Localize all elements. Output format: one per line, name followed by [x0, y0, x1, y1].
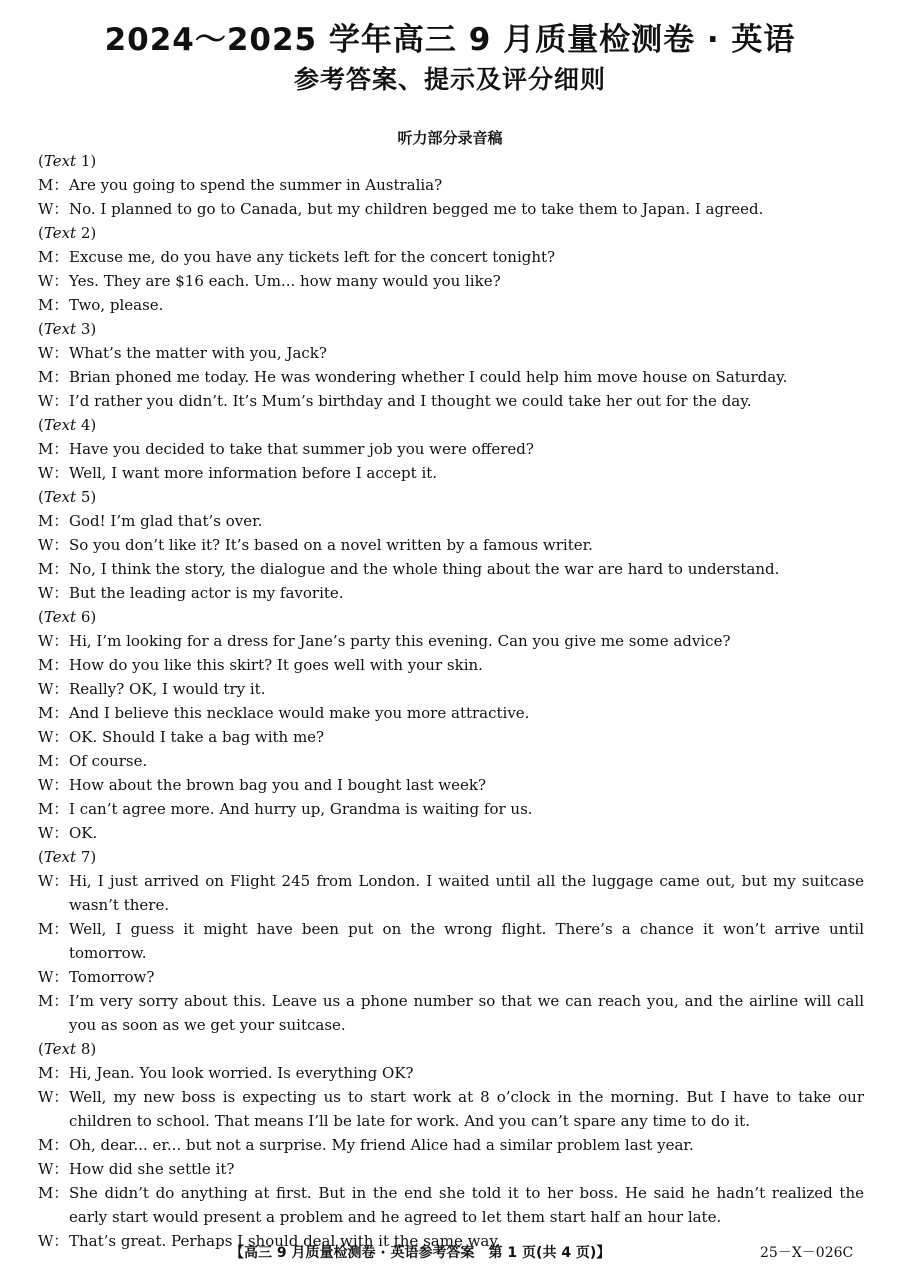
- dialogue-text: So you don’t like it? It’s based on a novel written by a famous writer.: [69, 536, 593, 554]
- dialogue-line: [38, 389, 864, 413]
- text-heading: (Text 8): [38, 1040, 97, 1058]
- speaker-label: W：: [38, 632, 69, 650]
- speaker-initial: M: [38, 440, 54, 458]
- speaker-initial: M: [38, 512, 54, 530]
- dialogue-line: [38, 557, 864, 581]
- speaker-label: M：: [38, 1064, 69, 1082]
- text-label: Text: [43, 416, 77, 434]
- speaker-label: W：: [38, 1088, 69, 1106]
- dialogue-line: [38, 917, 864, 965]
- speaker-label: M：: [38, 176, 69, 194]
- text-label: Text: [43, 608, 77, 626]
- speaker-label: W：: [38, 536, 69, 554]
- dialogue-line: [38, 1061, 864, 1085]
- dialogue-text: And I believe this necklace would make you more attractive.: [69, 704, 530, 722]
- dialogue-text: I’d rather you didn’t. It’s Mum’s birthday and I thought we could take her out for the day.: [69, 392, 752, 410]
- speaker-label: M：: [38, 512, 69, 530]
- dialogue-text: That’s great. Perhaps I should deal with it the same way.: [69, 1232, 501, 1250]
- speaker-label: M：: [38, 752, 69, 770]
- speaker-label: M：: [38, 704, 69, 722]
- text-heading: (Text 2): [38, 224, 97, 242]
- speaker-initial: W: [38, 872, 54, 890]
- dialogue-line: [38, 269, 864, 293]
- dialogue-text: Hi, I’m looking for a dress for Jane’s party this evening. Can you give me some advice?: [69, 632, 731, 650]
- dialogue-text: What’s the matter with you, Jack?: [69, 344, 327, 362]
- text-heading: (Text 6): [38, 608, 97, 626]
- dialogue-line: [38, 725, 864, 749]
- speaker-initial: W: [38, 968, 54, 986]
- dialogue-line: [38, 629, 864, 653]
- speaker-label: W：: [38, 872, 69, 890]
- dialogue-line: [38, 749, 864, 773]
- dialogue-text: But the leading actor is my favorite.: [69, 584, 344, 602]
- dialogue-line: [38, 773, 864, 797]
- dialogue-line: [38, 461, 864, 485]
- speaker-initial: M: [38, 656, 54, 674]
- text-heading: (Text 4): [38, 416, 97, 434]
- speaker-label: M：: [38, 656, 69, 674]
- speaker-initial: W: [38, 824, 54, 842]
- transcript: [38, 149, 864, 1253]
- speaker-label: M：: [38, 1184, 69, 1202]
- dialogue-line: [38, 437, 864, 461]
- dialogue-line: [38, 533, 864, 557]
- speaker-label: W：: [38, 464, 69, 482]
- dialogue-text: OK. Should I take a bag with me?: [69, 728, 325, 746]
- speaker-initial: W: [38, 1232, 54, 1250]
- dialogue-text: Hi, Jean. You look worried. Is everything OK?: [69, 1064, 414, 1082]
- text-heading: (Text 1): [38, 152, 97, 170]
- dialogue-text: I’m very sorry about this. Leave us a phone number so that we can reach you, and the airline will call you as soon as we get your suitcase.: [69, 992, 864, 1034]
- speaker-initial: W: [38, 776, 54, 794]
- speaker-initial: M: [38, 992, 54, 1010]
- dialogue-line: [38, 293, 864, 317]
- dialogue-line: [38, 197, 864, 221]
- speaker-initial: M: [38, 1064, 54, 1082]
- dialogue-text: Two, please.: [69, 296, 164, 314]
- speaker-label: W：: [38, 776, 69, 794]
- speaker-initial: W: [38, 272, 54, 290]
- speaker-initial: W: [38, 1088, 54, 1106]
- dialogue-line: [38, 1181, 864, 1229]
- speaker-initial: M: [38, 704, 54, 722]
- dialogue-text: God! I’m glad that’s over.: [69, 512, 263, 530]
- speaker-initial: W: [38, 344, 54, 362]
- dialogue-text: I can’t agree more. And hurry up, Grandma is waiting for us.: [69, 800, 533, 818]
- dialogue-text: Of course.: [69, 752, 148, 770]
- text-number: 2: [80, 224, 91, 242]
- speaker-initial: W: [38, 392, 54, 410]
- text-label: Text: [43, 152, 77, 170]
- dialogue-line: [38, 989, 864, 1037]
- text-number: 6: [80, 608, 91, 626]
- text-number: 4: [80, 416, 91, 434]
- dialogue-text: Oh, dear... er... but not a surprise. My friend Alice had a similar problem last year.: [69, 1136, 694, 1154]
- speaker-initial: W: [38, 680, 54, 698]
- dialogue-line: [38, 1157, 864, 1181]
- text-number: 1: [80, 152, 91, 170]
- dialogue-text: How about the brown bag you and I bought last week?: [69, 776, 486, 794]
- speaker-label: M：: [38, 368, 69, 386]
- dialogue-line: [38, 869, 864, 917]
- speaker-initial: M: [38, 752, 54, 770]
- dialogue-line: [38, 677, 864, 701]
- speaker-label: W：: [38, 968, 69, 986]
- dialogue-line: [38, 1133, 864, 1157]
- speaker-label: M：: [38, 800, 69, 818]
- speaker-label: M：: [38, 992, 69, 1010]
- speaker-label: W：: [38, 728, 69, 746]
- dialogue-text: Yes. They are $16 each. Um... how many would you like?: [69, 272, 501, 290]
- speaker-initial: W: [38, 200, 54, 218]
- dialogue-line: [38, 797, 864, 821]
- text-label: Text: [43, 1040, 77, 1058]
- dialogue-text: How did she settle it?: [69, 1160, 235, 1178]
- footer-code: 25－X－026C: [760, 1245, 854, 1261]
- speaker-label: W：: [38, 1232, 69, 1250]
- speaker-initial: M: [38, 560, 54, 578]
- footer-page-info: 【高三 9 月质量检测卷 · 英语参考答案 第 1 页(共 4 页)】: [230, 1245, 611, 1261]
- text-heading: (Text 5): [38, 488, 97, 506]
- dialogue-line: [38, 653, 864, 677]
- dialogue-text: Well, I want more information before I accept it.: [69, 464, 438, 482]
- speaker-initial: W: [38, 536, 54, 554]
- speaker-initial: M: [38, 248, 54, 266]
- text-heading: (Text 3): [38, 320, 97, 338]
- dialogue-text: Brian phoned me today. He was wondering whether I could help him move house on Saturday.: [69, 368, 788, 386]
- speaker-label: M：: [38, 248, 69, 266]
- dialogue-line: [38, 365, 864, 389]
- dialogue-line: [38, 341, 864, 365]
- speaker-label: M：: [38, 1136, 69, 1154]
- speaker-label: W：: [38, 272, 69, 290]
- speaker-initial: W: [38, 632, 54, 650]
- speaker-initial: W: [38, 464, 54, 482]
- speaker-initial: W: [38, 728, 54, 746]
- dialogue-line: [38, 701, 864, 725]
- speaker-initial: M: [38, 1136, 54, 1154]
- text-number: 5: [80, 488, 91, 506]
- dialogue-text: Hi, I just arrived on Flight 245 from London. I waited until all the luggage came out, but my suitcase wasn’t there.: [69, 872, 864, 914]
- speaker-label: M：: [38, 920, 69, 938]
- speaker-initial: M: [38, 1184, 54, 1202]
- dialogue-text: Have you decided to take that summer job you were offered?: [69, 440, 534, 458]
- dialogue-line: [38, 581, 864, 605]
- speaker-initial: W: [38, 1160, 54, 1178]
- dialogue-text: Tomorrow?: [69, 968, 155, 986]
- speaker-initial: M: [38, 920, 54, 938]
- dialogue-text: How do you like this skirt? It goes well with your skin.: [69, 656, 483, 674]
- speaker-label: W：: [38, 344, 69, 362]
- text-number: 7: [80, 848, 91, 866]
- dialogue-text: Excuse me, do you have any tickets left for the concert tonight?: [69, 248, 556, 266]
- dialogue-text: Well, I guess it might have been put on the wrong flight. There’s a chance it won’t arrive until tomorrow.: [69, 920, 864, 962]
- speaker-label: W：: [38, 200, 69, 218]
- dialogue-line: [38, 821, 864, 845]
- dialogue-line: [38, 509, 864, 533]
- speaker-initial: M: [38, 296, 54, 314]
- text-number: 3: [80, 320, 91, 338]
- text-label: Text: [43, 848, 77, 866]
- dialogue-line: [38, 173, 864, 197]
- dialogue-text: No. I planned to go to Canada, but my children begged me to take them to Japan. I agreed.: [69, 200, 764, 218]
- speaker-label: W：: [38, 584, 69, 602]
- dialogue-text: Really? OK, I would try it.: [69, 680, 266, 698]
- dialogue-line: [38, 1085, 864, 1133]
- speaker-label: M：: [38, 296, 69, 314]
- dialogue-text: Well, my new boss is expecting us to start work at 8 o’clock in the morning. But I have to take our children to school. That means I’ll be late for work. And you can’t spare any time to do it.: [69, 1088, 864, 1130]
- dialogue-text: No, I think the story, the dialogue and the whole thing about the war are hard to understand.: [69, 560, 780, 578]
- speaker-label: W：: [38, 680, 69, 698]
- text-label: Text: [43, 320, 77, 338]
- speaker-initial: M: [38, 368, 54, 386]
- dialogue-text: OK.: [69, 824, 98, 842]
- dialogue-text: She didn’t do anything at first. But in the end she told it to her boss. He said he hadn’t realized the early start would present a problem and he agreed to let them start half an hour late.: [69, 1184, 864, 1226]
- speaker-label: W：: [38, 824, 69, 842]
- speaker-label: W：: [38, 1160, 69, 1178]
- speaker-label: M：: [38, 440, 69, 458]
- dialogue-text: Are you going to spend the summer in Australia?: [69, 176, 443, 194]
- speaker-initial: M: [38, 176, 54, 194]
- page-subtitle: 参考答案、提示及评分细则: [293, 65, 606, 94]
- text-heading: (Text 7): [38, 848, 97, 866]
- speaker-label: M：: [38, 560, 69, 578]
- text-label: Text: [43, 488, 77, 506]
- text-number: 8: [80, 1040, 91, 1058]
- dialogue-line: [38, 245, 864, 269]
- speaker-label: W：: [38, 392, 69, 410]
- speaker-initial: M: [38, 800, 54, 818]
- speaker-initial: W: [38, 584, 54, 602]
- text-label: Text: [43, 224, 77, 242]
- page-title: 2024～2025 学年高三 9 月质量检测卷 · 英语: [104, 22, 796, 58]
- section-title: 听力部分录音稿: [397, 129, 503, 147]
- dialogue-line: [38, 965, 864, 989]
